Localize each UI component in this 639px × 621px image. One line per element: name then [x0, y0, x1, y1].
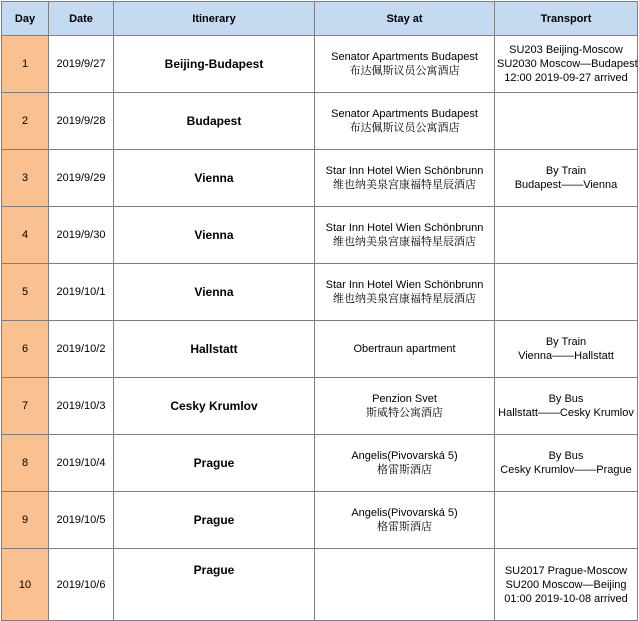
itinerary-cell: Hallstatt: [114, 321, 315, 378]
transport-line: Cesky Krumlov——Prague: [500, 464, 632, 476]
itinerary-cell: Vienna: [114, 207, 315, 264]
date-cell: 2019/9/29: [49, 150, 114, 207]
transport-cell: [495, 93, 638, 150]
day-cell: 9: [2, 492, 49, 549]
stay-cell: [315, 150, 495, 207]
table-row: [2, 207, 638, 264]
stay-name: Star Inn Hotel Wien Schönbrunn: [325, 165, 484, 177]
stay-name-chinese: 布达佩斯议员公寓酒店: [349, 65, 460, 77]
itinerary-table: [1, 1, 638, 621]
transport-line: 01:00 2019-10-08 arrived: [504, 592, 628, 605]
transport-line: SU2030 Moscow—Budapest: [497, 58, 638, 70]
stay-name: Star Inn Hotel Wien Schönbrunn: [325, 279, 484, 291]
day-cell: 10: [2, 549, 49, 621]
date-cell: 2019/9/27: [49, 36, 114, 93]
transport-line: 12:00 2019-09-27 arrived: [504, 72, 628, 84]
date-cell: 2019/9/30: [49, 207, 114, 264]
stay-name: Obertraun apartment: [353, 343, 456, 355]
stay-name: Senator Apartments Budapest: [331, 51, 478, 63]
table-row: [2, 435, 638, 492]
stay-cell: [315, 36, 495, 93]
stay-name: Penzion Svet: [372, 393, 437, 405]
stay-cell: [315, 93, 495, 150]
stay-name-chinese: 维也纳美泉宫康福特星辰酒店: [333, 293, 476, 305]
transport-cell: [495, 36, 638, 93]
table-row: [2, 492, 638, 549]
transport-line: By Bus: [548, 393, 584, 405]
stay-name-chinese: 维也纳美泉宫康福特星辰酒店: [333, 236, 476, 248]
stay-cell: [315, 549, 495, 621]
stay-name-chinese: 格雷斯酒店: [377, 464, 432, 476]
transport-cell: [495, 492, 638, 549]
day-cell: 5: [2, 264, 49, 321]
stay-cell: [315, 492, 495, 549]
header-date: Date: [49, 2, 114, 36]
table-body: [2, 36, 638, 621]
header-transport: Transport: [495, 2, 638, 36]
date-cell: 2019/10/2: [49, 321, 114, 378]
date-cell: 2019/10/1: [49, 264, 114, 321]
itinerary-cell: Vienna: [114, 150, 315, 207]
itinerary-cell: Prague: [114, 492, 315, 549]
stay-name-chinese: 斯威特公寓酒店: [366, 407, 443, 419]
transport-line: By Bus: [548, 450, 584, 462]
transport-cell: [495, 378, 638, 435]
day-cell: 8: [2, 435, 49, 492]
transport-line: Vienna——Hallstatt: [518, 350, 614, 362]
day-cell: 3: [2, 150, 49, 207]
stay-name: Angelis(Pivovarská 5): [351, 450, 458, 462]
day-cell: 1: [2, 36, 49, 93]
transport-line: SU2017 Prague-Moscow: [504, 564, 628, 577]
itinerary-cell: Beijing-Budapest: [114, 36, 315, 93]
stay-cell: [315, 435, 495, 492]
day-cell: 6: [2, 321, 49, 378]
date-cell: 2019/9/28: [49, 93, 114, 150]
header-day: Day: [2, 2, 49, 36]
transport-line: Hallstatt——Cesky Krumlov: [498, 407, 634, 419]
transport-line: By Train: [545, 165, 587, 177]
transport-cell: [495, 435, 638, 492]
day-cell: 7: [2, 378, 49, 435]
stay-name: Angelis(Pivovarská 5): [351, 507, 458, 519]
table-row: [2, 264, 638, 321]
transport-cell: [495, 207, 638, 264]
table-row: [2, 93, 638, 150]
header-row: [2, 2, 638, 36]
itinerary-cell: Budapest: [114, 93, 315, 150]
table-row: [2, 378, 638, 435]
header-itinerary: Itinerary: [114, 2, 315, 36]
day-cell: 4: [2, 207, 49, 264]
header-stay: Stay at: [315, 2, 495, 36]
table-row: [2, 150, 638, 207]
transport-line: SU203 Beijing-Moscow: [509, 44, 623, 56]
date-cell: 2019/10/3: [49, 378, 114, 435]
transport-line: SU200 Moscow—Beijing: [505, 578, 627, 591]
stay-cell: [315, 264, 495, 321]
itinerary-cell: Prague: [114, 435, 315, 492]
stay-name: Senator Apartments Budapest: [331, 108, 478, 120]
transport-cell: [495, 264, 638, 321]
stay-name-chinese: 格雷斯酒店: [377, 521, 432, 533]
date-cell: 2019/10/5: [49, 492, 114, 549]
transport-cell: [495, 321, 638, 378]
table-row: [2, 549, 638, 621]
itinerary-cell: Cesky Krumlov: [114, 378, 315, 435]
transport-cell: [495, 549, 638, 621]
stay-name: Star Inn Hotel Wien Schönbrunn: [325, 222, 484, 234]
transport-line: Budapest——Vienna: [514, 179, 618, 191]
stay-cell: [315, 378, 495, 435]
day-cell: 2: [2, 93, 49, 150]
transport-cell: [495, 150, 638, 207]
itinerary-cell: Vienna: [114, 264, 315, 321]
stay-cell: [315, 207, 495, 264]
stay-cell: [315, 321, 495, 378]
date-cell: 2019/10/6: [49, 549, 114, 621]
table-header: [2, 2, 638, 36]
transport-line: By Train: [545, 336, 587, 348]
table-row: [2, 36, 638, 93]
stay-name-chinese: 布达佩斯议员公寓酒店: [349, 122, 460, 134]
table-row: [2, 321, 638, 378]
itinerary-cell: Prague: [114, 549, 315, 621]
date-cell: 2019/10/4: [49, 435, 114, 492]
stay-name-chinese: 维也纳美泉宫康福特星辰酒店: [333, 179, 476, 191]
